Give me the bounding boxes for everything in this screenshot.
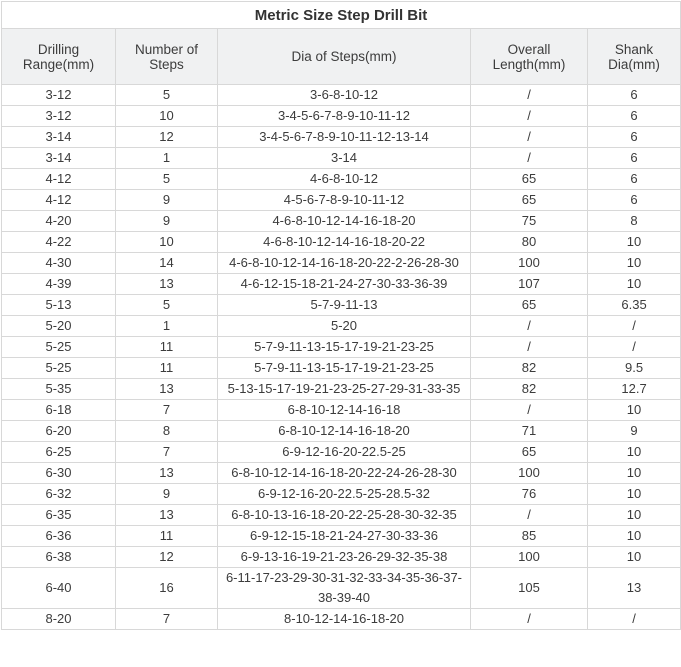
cell-shank-dia: 6 xyxy=(588,169,681,190)
cell-shank-dia: 10 xyxy=(588,232,681,253)
cell-drilling-range: 3-12 xyxy=(2,85,116,106)
table-header-row xyxy=(2,29,681,85)
cell-drilling-range: 4-22 xyxy=(2,232,116,253)
cell-overall-length: 107 xyxy=(471,274,588,295)
cell-number-of-steps: 11 xyxy=(116,358,218,379)
cell-overall-length: / xyxy=(471,316,588,337)
cell-shank-dia: 13 xyxy=(588,568,681,609)
cell-dia-of-steps: 3-4-5-6-7-8-9-10-11-12-13-14 xyxy=(218,127,471,148)
cell-number-of-steps: 9 xyxy=(116,211,218,232)
cell-shank-dia: 6 xyxy=(588,106,681,127)
cell-dia-of-steps: 6-9-12-16-20-22.5-25-28.5-32 xyxy=(218,484,471,505)
table-row xyxy=(2,316,681,337)
col-header-overall-length: Overall Length(mm) xyxy=(471,29,588,85)
cell-drilling-range: 4-20 xyxy=(2,211,116,232)
table-row xyxy=(2,547,681,568)
cell-overall-length: 65 xyxy=(471,295,588,316)
cell-number-of-steps: 10 xyxy=(116,232,218,253)
table-row xyxy=(2,526,681,547)
cell-shank-dia: 10 xyxy=(588,400,681,421)
cell-drilling-range: 4-12 xyxy=(2,190,116,211)
cell-shank-dia: 6.35 xyxy=(588,295,681,316)
table-row xyxy=(2,148,681,169)
cell-drilling-range: 5-35 xyxy=(2,379,116,400)
cell-number-of-steps: 13 xyxy=(116,505,218,526)
cell-number-of-steps: 13 xyxy=(116,274,218,295)
cell-shank-dia: / xyxy=(588,337,681,358)
cell-number-of-steps: 11 xyxy=(116,526,218,547)
table-row xyxy=(2,274,681,295)
cell-overall-length: / xyxy=(471,127,588,148)
cell-number-of-steps: 9 xyxy=(116,190,218,211)
table-row xyxy=(2,463,681,484)
cell-dia-of-steps: 4-6-8-10-12-14-16-18-20-22-2-26-28-30 xyxy=(218,253,471,274)
cell-number-of-steps: 13 xyxy=(116,379,218,400)
cell-dia-of-steps: 5-7-9-11-13-15-17-19-21-23-25 xyxy=(218,337,471,358)
drill-bit-spec-table xyxy=(1,1,681,630)
cell-shank-dia: 10 xyxy=(588,442,681,463)
col-header-shank-dia: Shank Dia(mm) xyxy=(588,29,681,85)
table-row xyxy=(2,85,681,106)
table-row xyxy=(2,337,681,358)
cell-shank-dia: 10 xyxy=(588,505,681,526)
table-row xyxy=(2,484,681,505)
cell-drilling-range: 4-30 xyxy=(2,253,116,274)
table-row xyxy=(2,568,681,609)
cell-dia-of-steps: 6-8-10-12-14-16-18-20 xyxy=(218,421,471,442)
col-header-drilling-range: Drilling Range(mm) xyxy=(2,29,116,85)
table-row xyxy=(2,609,681,630)
table-row xyxy=(2,232,681,253)
cell-number-of-steps: 5 xyxy=(116,85,218,106)
cell-overall-length: / xyxy=(471,609,588,630)
cell-dia-of-steps: 6-8-10-12-14-16-18-20-22-24-26-28-30 xyxy=(218,463,471,484)
cell-drilling-range: 6-25 xyxy=(2,442,116,463)
cell-drilling-range: 5-13 xyxy=(2,295,116,316)
cell-dia-of-steps: 6-11-17-23-29-30-31-32-33-34-35-36-37-38-39-40 xyxy=(218,568,471,609)
cell-number-of-steps: 12 xyxy=(116,547,218,568)
cell-number-of-steps: 10 xyxy=(116,106,218,127)
cell-dia-of-steps: 3-4-5-6-7-8-9-10-11-12 xyxy=(218,106,471,127)
cell-number-of-steps: 7 xyxy=(116,442,218,463)
col-header-dia-of-steps: Dia of Steps(mm) xyxy=(218,29,471,85)
cell-dia-of-steps: 3-6-8-10-12 xyxy=(218,85,471,106)
cell-overall-length: 100 xyxy=(471,253,588,274)
cell-drilling-range: 6-38 xyxy=(2,547,116,568)
cell-drilling-range: 6-36 xyxy=(2,526,116,547)
cell-overall-length: / xyxy=(471,505,588,526)
table-row xyxy=(2,505,681,526)
cell-overall-length: 82 xyxy=(471,358,588,379)
cell-shank-dia: / xyxy=(588,316,681,337)
cell-drilling-range: 6-32 xyxy=(2,484,116,505)
cell-dia-of-steps: 6-9-12-15-18-21-24-27-30-33-36 xyxy=(218,526,471,547)
table-row xyxy=(2,295,681,316)
cell-dia-of-steps: 4-6-8-10-12-14-16-18-20-22 xyxy=(218,232,471,253)
cell-dia-of-steps: 6-8-10-12-14-16-18 xyxy=(218,400,471,421)
table-row xyxy=(2,379,681,400)
cell-overall-length: 71 xyxy=(471,421,588,442)
cell-overall-length: 65 xyxy=(471,442,588,463)
cell-dia-of-steps: 5-7-9-11-13-15-17-19-21-23-25 xyxy=(218,358,471,379)
cell-drilling-range: 5-20 xyxy=(2,316,116,337)
cell-dia-of-steps: 6-8-10-13-16-18-20-22-25-28-30-32-35 xyxy=(218,505,471,526)
cell-drilling-range: 6-18 xyxy=(2,400,116,421)
cell-number-of-steps: 1 xyxy=(116,316,218,337)
cell-number-of-steps: 11 xyxy=(116,337,218,358)
cell-dia-of-steps: 8-10-12-14-16-18-20 xyxy=(218,609,471,630)
cell-number-of-steps: 5 xyxy=(116,169,218,190)
cell-dia-of-steps: 3-14 xyxy=(218,148,471,169)
cell-shank-dia: 12.7 xyxy=(588,379,681,400)
cell-overall-length: / xyxy=(471,85,588,106)
cell-dia-of-steps: 6-9-13-16-19-21-23-26-29-32-35-38 xyxy=(218,547,471,568)
cell-overall-length: 80 xyxy=(471,232,588,253)
cell-shank-dia: 10 xyxy=(588,484,681,505)
cell-shank-dia: 6 xyxy=(588,190,681,211)
cell-dia-of-steps: 4-5-6-7-8-9-10-11-12 xyxy=(218,190,471,211)
table-row xyxy=(2,211,681,232)
table-row xyxy=(2,421,681,442)
cell-overall-length: 76 xyxy=(471,484,588,505)
cell-drilling-range: 3-12 xyxy=(2,106,116,127)
cell-number-of-steps: 9 xyxy=(116,484,218,505)
cell-dia-of-steps: 6-9-12-16-20-22.5-25 xyxy=(218,442,471,463)
cell-dia-of-steps: 5-13-15-17-19-21-23-25-27-29-31-33-35 xyxy=(218,379,471,400)
cell-overall-length: 85 xyxy=(471,526,588,547)
table-row xyxy=(2,358,681,379)
table-row xyxy=(2,127,681,148)
cell-shank-dia: 10 xyxy=(588,274,681,295)
cell-overall-length: / xyxy=(471,148,588,169)
table-row xyxy=(2,400,681,421)
table-body xyxy=(2,85,681,630)
cell-shank-dia: 10 xyxy=(588,526,681,547)
cell-dia-of-steps: 5-20 xyxy=(218,316,471,337)
cell-number-of-steps: 8 xyxy=(116,421,218,442)
cell-number-of-steps: 12 xyxy=(116,127,218,148)
cell-overall-length: 100 xyxy=(471,463,588,484)
cell-dia-of-steps: 5-7-9-11-13 xyxy=(218,295,471,316)
cell-shank-dia: 10 xyxy=(588,253,681,274)
cell-dia-of-steps: 4-6-8-10-12 xyxy=(218,169,471,190)
page-title: Metric Size Step Drill Bit xyxy=(2,2,681,29)
cell-overall-length: / xyxy=(471,337,588,358)
col-header-number-of-steps: Number of Steps xyxy=(116,29,218,85)
cell-overall-length: 100 xyxy=(471,547,588,568)
cell-number-of-steps: 14 xyxy=(116,253,218,274)
cell-drilling-range: 6-35 xyxy=(2,505,116,526)
cell-drilling-range: 4-39 xyxy=(2,274,116,295)
cell-drilling-range: 3-14 xyxy=(2,127,116,148)
cell-drilling-range: 5-25 xyxy=(2,337,116,358)
cell-overall-length: 65 xyxy=(471,169,588,190)
cell-shank-dia: / xyxy=(588,609,681,630)
cell-overall-length: 65 xyxy=(471,190,588,211)
cell-overall-length: / xyxy=(471,400,588,421)
cell-number-of-steps: 1 xyxy=(116,148,218,169)
cell-drilling-range: 4-12 xyxy=(2,169,116,190)
cell-drilling-range: 8-20 xyxy=(2,609,116,630)
table-title-row xyxy=(2,2,681,29)
cell-number-of-steps: 5 xyxy=(116,295,218,316)
cell-drilling-range: 6-20 xyxy=(2,421,116,442)
table-row xyxy=(2,253,681,274)
cell-drilling-range: 5-25 xyxy=(2,358,116,379)
cell-overall-length: / xyxy=(471,106,588,127)
cell-number-of-steps: 7 xyxy=(116,400,218,421)
cell-shank-dia: 6 xyxy=(588,148,681,169)
cell-overall-length: 75 xyxy=(471,211,588,232)
cell-dia-of-steps: 4-6-12-15-18-21-24-27-30-33-36-39 xyxy=(218,274,471,295)
table-row xyxy=(2,106,681,127)
cell-drilling-range: 6-40 xyxy=(2,568,116,609)
cell-number-of-steps: 7 xyxy=(116,609,218,630)
cell-dia-of-steps: 4-6-8-10-12-14-16-18-20 xyxy=(218,211,471,232)
cell-shank-dia: 9 xyxy=(588,421,681,442)
cell-shank-dia: 10 xyxy=(588,463,681,484)
cell-shank-dia: 8 xyxy=(588,211,681,232)
cell-drilling-range: 3-14 xyxy=(2,148,116,169)
cell-shank-dia: 9.5 xyxy=(588,358,681,379)
table-row xyxy=(2,442,681,463)
cell-drilling-range: 6-30 xyxy=(2,463,116,484)
table-row xyxy=(2,169,681,190)
cell-number-of-steps: 16 xyxy=(116,568,218,609)
cell-shank-dia: 10 xyxy=(588,547,681,568)
cell-number-of-steps: 13 xyxy=(116,463,218,484)
cell-shank-dia: 6 xyxy=(588,127,681,148)
cell-shank-dia: 6 xyxy=(588,85,681,106)
table-row xyxy=(2,190,681,211)
cell-overall-length: 105 xyxy=(471,568,588,609)
cell-overall-length: 82 xyxy=(471,379,588,400)
